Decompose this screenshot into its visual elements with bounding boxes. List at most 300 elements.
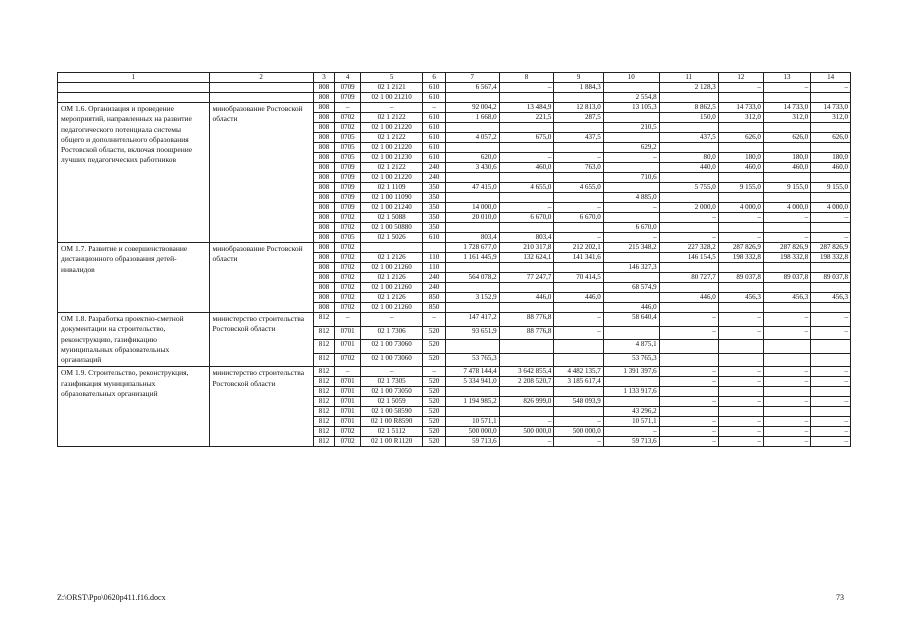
table-cell: 02 1 7306 (360, 326, 422, 340)
table-cell: 02 1 00 58590 (360, 407, 422, 417)
table-cell (811, 407, 851, 417)
table-cell: – (335, 103, 361, 113)
table-cell: 808 (313, 183, 334, 193)
table-cell (499, 407, 554, 417)
table-cell: – (811, 326, 851, 340)
table-cell: – (718, 437, 763, 447)
table-cell: 02 1 7305 (360, 377, 422, 387)
table-cell: 02 1 00 73050 (360, 387, 422, 397)
table-cell (603, 163, 659, 173)
table-cell (499, 283, 554, 293)
table-cell: 4 000,0 (718, 203, 763, 213)
table-cell: 287,5 (554, 113, 603, 123)
table-cell: 0702 (335, 243, 361, 253)
column-header: 3 (313, 73, 334, 83)
table-cell: 812 (313, 417, 334, 427)
table-cell: – (603, 203, 659, 213)
table-cell: – (554, 437, 603, 447)
table-cell: 287 826,9 (718, 243, 763, 253)
table-cell (554, 93, 603, 103)
table-cell: 198 332,8 (718, 253, 763, 263)
table-cell: 0709 (335, 93, 361, 103)
table-cell: 77 247,7 (499, 273, 554, 283)
table-cell (445, 387, 499, 397)
table-cell: 02 1 00 21220 (360, 143, 422, 153)
table-cell: 0709 (335, 163, 361, 173)
table-cell: 0702 (335, 113, 361, 123)
table-cell: 02 1 2122 (360, 163, 422, 173)
table-cell: – (499, 153, 554, 163)
table-cell: 710,6 (603, 173, 659, 183)
table-cell (718, 303, 763, 313)
table-cell: 1 161 445,9 (445, 253, 499, 263)
table-cell (718, 353, 763, 367)
table-cell: 110 (423, 253, 446, 263)
table-cell (811, 123, 851, 133)
table-cell: – (659, 427, 718, 437)
table-cell: 0705 (335, 133, 361, 143)
table-cell (499, 93, 554, 103)
table-cell: 14 733,0 (811, 103, 851, 113)
table-cell: 850 (423, 293, 446, 303)
table-cell: 808 (313, 133, 334, 143)
table-cell (659, 223, 718, 233)
table-cell: 02 1 00 21230 (360, 153, 422, 163)
table-cell: 68 574,9 (603, 283, 659, 293)
column-header: 13 (763, 73, 810, 83)
table-cell (603, 83, 659, 93)
table-cell: 0705 (335, 143, 361, 153)
table-cell: 14 733,0 (763, 103, 810, 113)
table-cell: – (659, 397, 718, 407)
table-cell: 0701 (335, 377, 361, 387)
table-cell: 287 826,9 (763, 243, 810, 253)
table-cell: 0709 (335, 83, 361, 93)
table-cell: 610 (423, 233, 446, 243)
table-cell: 500 000,0 (445, 427, 499, 437)
table-cell (554, 387, 603, 397)
table-cell (763, 193, 810, 203)
table-cell (811, 353, 851, 367)
table-cell: – (763, 233, 810, 243)
table-cell: 287 826,9 (811, 243, 851, 253)
table-cell: 0702 (335, 263, 361, 273)
table-cell (603, 113, 659, 123)
table-cell: 808 (313, 103, 334, 113)
table-cell (763, 303, 810, 313)
column-header: 11 (659, 73, 718, 83)
table-cell: 808 (313, 293, 334, 303)
table-cell: – (811, 233, 851, 243)
table-cell: 446,0 (603, 303, 659, 313)
table-cell (554, 283, 603, 293)
table-cell: – (811, 397, 851, 407)
table-cell (499, 143, 554, 153)
table-cell (659, 173, 718, 183)
table-cell (603, 183, 659, 193)
table-cell (603, 273, 659, 283)
table-cell: 47 415,0 (445, 183, 499, 193)
table-cell: 808 (313, 253, 334, 263)
table-cell: 02 1 00 R1120 (360, 437, 422, 447)
table-cell: 70 414,5 (554, 273, 603, 283)
table-cell: 808 (313, 273, 334, 283)
table-cell: 13 105,3 (603, 103, 659, 113)
table-cell: – (499, 437, 554, 447)
table-cell: – (763, 213, 810, 223)
table-cell: 146 154,5 (659, 253, 718, 263)
table-cell: 02 1 1109 (360, 183, 422, 193)
table-cell: 210 317,8 (499, 243, 554, 253)
table-cell: 6 670,0 (554, 213, 603, 223)
table-cell: 02 1 00 21240 (360, 203, 422, 213)
table-cell: 0702 (335, 253, 361, 263)
table-cell (423, 243, 446, 253)
table-cell: 460,0 (499, 163, 554, 173)
table-cell: 0702 (335, 273, 361, 283)
table-cell: 150,0 (659, 113, 718, 123)
table-cell: 227 328,2 (659, 243, 718, 253)
table-cell: 446,0 (499, 293, 554, 303)
table-cell (554, 340, 603, 354)
table-cell (603, 213, 659, 223)
table-cell: 0709 (335, 173, 361, 183)
table-cell: 808 (313, 193, 334, 203)
table-cell: 460,0 (763, 163, 810, 173)
table-cell: 808 (313, 243, 334, 253)
table-cell: 4 000,0 (811, 203, 851, 213)
table-cell: 240 (423, 273, 446, 283)
table-cell: 02 1 00 21260 (360, 303, 422, 313)
table-cell: 80,0 (659, 153, 718, 163)
table-cell (659, 303, 718, 313)
table-cell: 520 (423, 387, 446, 397)
table-cell (718, 387, 763, 397)
table-cell: 0705 (335, 153, 361, 163)
table-cell (763, 353, 810, 367)
table-cell: 58 640,4 (603, 313, 659, 327)
table-cell: 808 (313, 173, 334, 183)
table-cell: – (811, 437, 851, 447)
table-cell: 215 348,2 (603, 243, 659, 253)
table-cell (445, 303, 499, 313)
table-cell: 180,0 (763, 153, 810, 163)
table-body (58, 83, 851, 447)
table-cell: – (811, 427, 851, 437)
table-cell: 02 1 00 11090 (360, 193, 422, 203)
table-cell: 02 1 00 R8590 (360, 417, 422, 427)
table-cell (445, 173, 499, 183)
table-cell: 812 (313, 387, 334, 397)
table-cell: 240 (423, 173, 446, 183)
table-cell (659, 387, 718, 397)
table-cell: – (554, 153, 603, 163)
column-header: 1 (58, 73, 210, 83)
table-cell: – (718, 367, 763, 377)
table-cell: 808 (313, 123, 334, 133)
table-cell: 610 (423, 143, 446, 153)
table-cell: 0701 (335, 387, 361, 397)
table-cell: – (763, 367, 810, 377)
table-cell: 460,0 (811, 163, 851, 173)
table-cell: 0702 (335, 437, 361, 447)
table-cell: – (554, 326, 603, 340)
table-cell: 10 571,1 (603, 417, 659, 427)
column-header: 9 (554, 73, 603, 83)
table-cell: 0702 (335, 293, 361, 303)
table-cell: 0709 (335, 183, 361, 193)
table-cell: – (811, 377, 851, 387)
table-cell: 808 (313, 203, 334, 213)
table-cell: 350 (423, 183, 446, 193)
table-cell: 02 1 00 73060 (360, 340, 422, 354)
table-cell: 88 776,8 (499, 313, 554, 327)
table-row (58, 83, 851, 93)
table-cell (811, 93, 851, 103)
column-header: 7 (445, 73, 499, 83)
table-cell: 803,4 (499, 233, 554, 243)
table-cell (499, 223, 554, 233)
table-cell: – (499, 417, 554, 427)
table-cell (360, 243, 422, 253)
table-cell: 520 (423, 397, 446, 407)
table-row (58, 313, 851, 327)
table-cell: – (718, 417, 763, 427)
table-cell: 808 (313, 233, 334, 243)
table-row (58, 367, 851, 377)
table-cell: 350 (423, 223, 446, 233)
table-cell: 610 (423, 83, 446, 93)
responsible-executor: министерство строительства Ростовской области (209, 313, 313, 367)
table-cell: 312,0 (811, 113, 851, 123)
table-cell: 212 202,1 (554, 243, 603, 253)
table-cell (554, 223, 603, 233)
table-cell: 520 (423, 427, 446, 437)
responsible-executor: минобразование Ростовской области (209, 243, 313, 313)
table-cell: 1 194 985,2 (445, 397, 499, 407)
table-cell: – (659, 367, 718, 377)
table-cell: – (554, 313, 603, 327)
table-cell (659, 263, 718, 273)
table-cell: 3 185 617,4 (554, 377, 603, 387)
table-cell: – (659, 233, 718, 243)
table-cell: – (659, 313, 718, 327)
table-cell: 1 133 917,6 (603, 387, 659, 397)
table-cell: 0709 (335, 203, 361, 213)
table-cell: 446,0 (659, 293, 718, 303)
table-cell: 350 (423, 213, 446, 223)
table-cell (603, 326, 659, 340)
table-cell: – (811, 83, 851, 93)
column-header: 4 (335, 73, 361, 83)
table-cell: 0702 (335, 123, 361, 133)
table-cell: 5 334 941,0 (445, 377, 499, 387)
table-cell (499, 123, 554, 133)
column-header: 14 (811, 73, 851, 83)
table-cell: 0701 (335, 326, 361, 340)
table-cell: 520 (423, 377, 446, 387)
table-cell: 80 727,7 (659, 273, 718, 283)
table-cell: – (335, 313, 361, 327)
table-cell: 0702 (335, 223, 361, 233)
table-cell: 812 (313, 397, 334, 407)
column-header: 12 (718, 73, 763, 83)
table-cell: 350 (423, 193, 446, 203)
table-cell: 763,0 (554, 163, 603, 173)
table-cell (811, 173, 851, 183)
responsible-executor: минобразование Ростовской области (209, 103, 313, 243)
table-cell (763, 340, 810, 354)
table-cell: 2 128,3 (659, 83, 718, 93)
table-cell: 0701 (335, 340, 361, 354)
table-cell (811, 223, 851, 233)
table-cell: – (763, 437, 810, 447)
table-cell: – (718, 213, 763, 223)
table-cell (811, 193, 851, 203)
table-cell: – (763, 377, 810, 387)
table-cell: 43 296,2 (603, 407, 659, 417)
table-cell: 1 728 677,0 (445, 243, 499, 253)
table-cell: 1 391 397,6 (603, 367, 659, 377)
table-cell: – (811, 367, 851, 377)
table-cell: 10 571,1 (445, 417, 499, 427)
table-cell: 3 430,6 (445, 163, 499, 173)
table-cell: 808 (313, 213, 334, 223)
table-cell: 02 1 2121 (360, 83, 422, 93)
table-cell (659, 193, 718, 203)
table-cell: 456,3 (718, 293, 763, 303)
column-header: 8 (499, 73, 554, 83)
table-cell: – (763, 326, 810, 340)
table-cell (445, 143, 499, 153)
table-cell: 147 417,2 (445, 313, 499, 327)
table-cell (445, 263, 499, 273)
table-cell: 2 000,0 (659, 203, 718, 213)
table-cell: – (554, 233, 603, 243)
table-cell (659, 123, 718, 133)
table-cell: 808 (313, 223, 334, 233)
table-cell (659, 407, 718, 417)
table-cell: 808 (313, 263, 334, 273)
table-cell: 620,0 (445, 153, 499, 163)
table-cell: 240 (423, 283, 446, 293)
table-cell: 6 670,0 (499, 213, 554, 223)
table-cell: 437,5 (659, 133, 718, 143)
table-cell: – (360, 313, 422, 327)
table-cell: 8 862,5 (659, 103, 718, 113)
table-cell: 02 1 2122 (360, 113, 422, 123)
table-cell (209, 93, 313, 103)
table-cell: 610 (423, 133, 446, 143)
table-cell: 0701 (335, 397, 361, 407)
table-cell: 0702 (335, 427, 361, 437)
table-cell (603, 253, 659, 263)
table-cell: 850 (423, 303, 446, 313)
table-cell: 629,2 (603, 143, 659, 153)
table-cell: 520 (423, 340, 446, 354)
table-cell (554, 123, 603, 133)
table-cell: 20 010,0 (445, 213, 499, 223)
column-header: 6 (423, 73, 446, 83)
table-cell: – (554, 417, 603, 427)
table-cell: – (659, 377, 718, 387)
table-cell: 0702 (335, 303, 361, 313)
table-cell (603, 293, 659, 303)
table-cell (209, 83, 313, 93)
table-cell (811, 143, 851, 153)
table-cell: 808 (313, 163, 334, 173)
table-cell: – (718, 313, 763, 327)
table-cell (763, 223, 810, 233)
table-cell: 610 (423, 153, 446, 163)
table-cell: 02 1 5059 (360, 397, 422, 407)
table-cell: 456,3 (811, 293, 851, 303)
table-cell: 626,0 (811, 133, 851, 143)
table-cell (445, 407, 499, 417)
table-cell: 02 1 00 21210 (360, 93, 422, 103)
table-cell: – (659, 213, 718, 223)
table-cell (499, 353, 554, 367)
table-cell: 132 624,1 (499, 253, 554, 263)
table-cell: – (763, 83, 810, 93)
page-number: 73 (836, 593, 844, 602)
table-cell: 9 155,0 (718, 183, 763, 193)
table-cell (763, 123, 810, 133)
table-cell: 221,5 (499, 113, 554, 123)
table-cell: 675,0 (499, 133, 554, 143)
table-cell: – (763, 313, 810, 327)
measure-description: ОМ 1.8. Разработка проектно-сметной документации на строительство, реконструкцию, газификацию муниципальных образовательных организаций (58, 313, 210, 367)
table-cell: 0702 (335, 353, 361, 367)
table-cell: 460,0 (718, 163, 763, 173)
table-cell: 02 1 5112 (360, 427, 422, 437)
table-cell: 02 1 2126 (360, 293, 422, 303)
table-cell (811, 303, 851, 313)
table-cell: 02 1 2122 (360, 133, 422, 143)
table-cell: 12 813,0 (554, 103, 603, 113)
table-cell: 812 (313, 407, 334, 417)
table-cell: 198 332,8 (763, 253, 810, 263)
table-cell (718, 123, 763, 133)
table-cell (659, 93, 718, 103)
table-cell: 812 (313, 427, 334, 437)
table-cell: 180,0 (811, 153, 851, 163)
table-cell (718, 193, 763, 203)
table-cell: 808 (313, 143, 334, 153)
table-cell: 2 554,8 (603, 93, 659, 103)
table-cell (718, 340, 763, 354)
table-cell: 610 (423, 113, 446, 123)
budget-table (57, 72, 851, 447)
table-cell: 0702 (335, 283, 361, 293)
table-cell: 500 000,0 (554, 427, 603, 437)
table-cell (445, 193, 499, 203)
table-cell: 7 478 144,4 (445, 367, 499, 377)
table-cell (499, 263, 554, 273)
table-cell: – (718, 427, 763, 437)
table-cell (554, 173, 603, 183)
table-cell (811, 283, 851, 293)
table-cell: 59 713,6 (445, 437, 499, 447)
table-cell: 0702 (335, 213, 361, 223)
table-cell: 14 000,0 (445, 203, 499, 213)
table-cell (718, 93, 763, 103)
measure-description: ОМ 1.6. Организация и проведение мероприятий, направленных на развитие педагогического потенциала системы общего и дополнительного образования Ростовской области, включая поощрение лучших педагогических работников (58, 103, 210, 243)
table-row (58, 103, 851, 113)
table-cell: 180,0 (718, 153, 763, 163)
table-cell: 4 057,2 (445, 133, 499, 143)
table-row (58, 93, 851, 103)
